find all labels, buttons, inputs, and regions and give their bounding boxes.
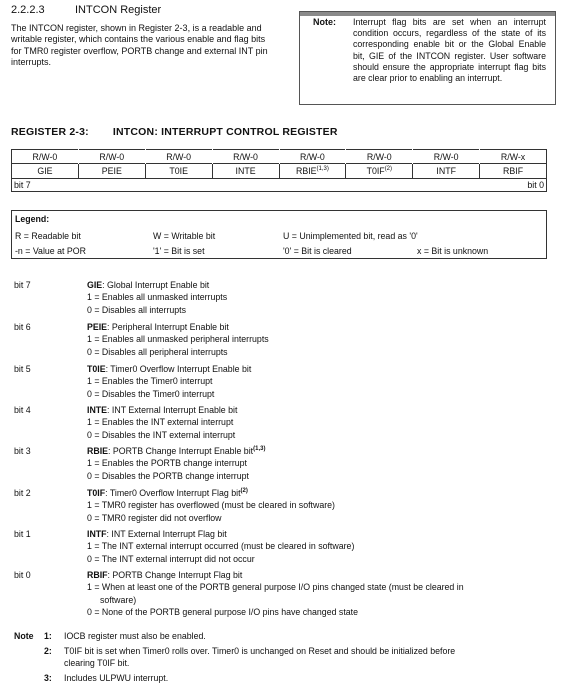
note-text-line: T0IF bit is set when Timer0 rolls over. Timer0 is unchanged on Reset and should be initialized before bbox=[64, 646, 456, 656]
desc-line: 0 = Disables the Timer0 interrupt bbox=[87, 388, 215, 399]
desc-bit-name: RBIE bbox=[87, 446, 109, 456]
bit-name: INTF bbox=[436, 166, 456, 176]
desc-bit-name: INTF bbox=[87, 529, 107, 539]
legend-item: '0' = Bit is cleared bbox=[283, 246, 352, 256]
desc-rbif bbox=[87, 569, 552, 618]
desc-bit-label: bit 7 bbox=[14, 280, 31, 290]
bit-note: (1,3) bbox=[316, 166, 329, 173]
desc-line: 0 = The INT external interrupt did not occur bbox=[87, 553, 255, 564]
register-id: REGISTER 2-3: bbox=[11, 126, 89, 138]
desc-line: 0 = None of the PORTB general purpose I/O pins have changed state bbox=[87, 606, 359, 617]
desc-bit-note: (1,3) bbox=[253, 446, 266, 453]
notes-label: Note bbox=[14, 631, 34, 641]
access-cell: R/W-0 bbox=[279, 150, 346, 164]
desc-bit-title: : INT External Interrupt Enable bit bbox=[107, 405, 238, 415]
register-name: INTCON: INTERRUPT CONTROL REGISTER bbox=[112, 126, 338, 138]
desc-bit-note: (2) bbox=[240, 488, 248, 495]
legend-title: Legend: bbox=[15, 214, 50, 224]
desc-peie bbox=[87, 321, 552, 358]
access-cell: R/W-0 bbox=[212, 150, 279, 164]
legend-item: x = Bit is unknown bbox=[417, 246, 489, 256]
note-number: 3: bbox=[44, 673, 52, 683]
desc-bit-label: bit 4 bbox=[14, 405, 31, 415]
desc-line: 1 = Enables the Timer0 interrupt bbox=[87, 376, 213, 387]
note-number: 1: bbox=[44, 631, 52, 641]
bit-name-cell bbox=[279, 164, 346, 179]
desc-line: 1 = Enables all unmasked interrupts bbox=[87, 292, 228, 303]
desc-bit-label: bit 0 bbox=[14, 570, 31, 580]
bit-name-cell bbox=[480, 164, 547, 179]
desc-gie bbox=[87, 279, 552, 316]
bit-name-cell bbox=[12, 164, 79, 179]
desc-bit-title: : Timer0 Overflow Interrupt Enable bit bbox=[105, 364, 252, 374]
access-cell: R/W-0 bbox=[12, 150, 79, 164]
bit-name-cell bbox=[78, 164, 145, 179]
access-cell: R/W-0 bbox=[346, 150, 413, 164]
desc-bit-title: : PORTB Change Interrupt Enable bit bbox=[108, 446, 254, 456]
bit-name: T0IF bbox=[366, 166, 385, 176]
bit-name: T0IE bbox=[169, 166, 188, 176]
bit-name: PEIE bbox=[101, 166, 122, 176]
desc-line: 0 = Disables all peripheral interrupts bbox=[87, 346, 228, 357]
access-cell: R/W-0 bbox=[78, 150, 145, 164]
bit-name-cell bbox=[212, 164, 279, 179]
legend-item: '1' = Bit is set bbox=[153, 246, 205, 256]
legend-item: -n = Value at POR bbox=[15, 246, 86, 256]
bit-0-label: bit 0 bbox=[527, 180, 544, 190]
bit-name: RBIF bbox=[503, 166, 524, 176]
note-text bbox=[64, 645, 544, 670]
bit-name-row bbox=[12, 164, 547, 179]
desc-bit-name: RBIF bbox=[87, 570, 108, 580]
desc-line: 1 = Enables the INT external interrupt bbox=[87, 417, 234, 428]
bit-name-cell bbox=[346, 164, 413, 179]
desc-line: 1 = Enables the PORTB change interrupt bbox=[87, 458, 247, 469]
bit-name-cell bbox=[145, 164, 212, 179]
desc-bit-label: bit 2 bbox=[14, 488, 31, 498]
desc-bit-title: : Peripheral Interrupt Enable bit bbox=[107, 322, 229, 332]
legend-box bbox=[11, 210, 547, 259]
note-number: 2: bbox=[44, 646, 52, 656]
desc-bit-name: PEIE bbox=[87, 322, 108, 332]
access-cell: R/W-0 bbox=[413, 150, 480, 164]
legend-item: R = Readable bit bbox=[15, 231, 81, 241]
legend-item: W = Writable bit bbox=[153, 231, 216, 241]
desc-bit-label: bit 6 bbox=[14, 322, 31, 332]
desc-line: software) bbox=[100, 594, 137, 605]
desc-bit-title: : Timer0 Overflow Interrupt Flag bit bbox=[105, 488, 241, 498]
note-box-label: Note: bbox=[313, 17, 336, 27]
desc-bit-title: : INT External Interrupt Flag bit bbox=[106, 529, 227, 539]
access-row bbox=[12, 150, 547, 164]
note-text: IOCB register must also be enabled. bbox=[64, 631, 206, 641]
note-text-line: clearing T0IF bit. bbox=[64, 658, 130, 669]
desc-t0ie bbox=[87, 363, 552, 400]
desc-line: 0 = Disables all interrupts bbox=[87, 304, 187, 315]
bit-position-row bbox=[12, 179, 547, 192]
desc-line: 1 = The INT external interrupt occurred (must be cleared in software) bbox=[87, 541, 355, 552]
desc-intf bbox=[87, 528, 552, 565]
desc-bit-name: GIE bbox=[87, 280, 103, 290]
bit-name: INTE bbox=[235, 166, 256, 176]
note-box bbox=[299, 11, 556, 105]
desc-line: 1 = TMR0 register has overflowed (must be cleared in software) bbox=[87, 500, 335, 511]
desc-bit-label: bit 1 bbox=[14, 529, 31, 539]
note-box-text: Interrupt flag bits are set when an interrupt condition occurs, regardless of the state of its corresponding enable bit or the Global Enable bit, GIE of the INTCON register. User software should ensure the appropriate interrupt flag bits are clear prior to enabling an interrupt. bbox=[353, 17, 546, 84]
desc-line: 1 = Enables all unmasked peripheral interrupts bbox=[87, 334, 269, 345]
desc-bit-title: : Global Interrupt Enable bit bbox=[102, 280, 210, 290]
access-cell: R/W-0 bbox=[145, 150, 212, 164]
desc-line: 1 = When at least one of the PORTB general purpose I/O pins changed state (must be cleared in bbox=[87, 582, 464, 593]
desc-inte bbox=[87, 404, 552, 441]
desc-line: 0 = Disables the INT external interrupt bbox=[87, 429, 236, 440]
register-bit-table bbox=[11, 149, 547, 192]
desc-line: 0 = TMR0 register did not overflow bbox=[87, 512, 222, 523]
desc-bit-name: T0IF bbox=[87, 488, 106, 498]
note-box-header-bar bbox=[300, 12, 555, 16]
bit-name-cell bbox=[413, 164, 480, 179]
desc-bit-title: : PORTB Change Interrupt Flag bit bbox=[107, 570, 243, 580]
note-text: Includes ULPWU interrupt. bbox=[64, 673, 169, 683]
desc-bit-name: T0IE bbox=[87, 364, 106, 374]
bit-note: (2) bbox=[384, 166, 393, 173]
access-cell: R/W-x bbox=[480, 150, 547, 164]
bit-7-label: bit 7 bbox=[14, 180, 31, 190]
desc-bit-label: bit 3 bbox=[14, 446, 31, 456]
desc-bit-label: bit 5 bbox=[14, 364, 31, 374]
desc-line: 0 = Disables the PORTB change interrupt bbox=[87, 470, 249, 481]
bit-name: GIE bbox=[37, 166, 53, 176]
desc-bit-name: INTE bbox=[87, 405, 108, 415]
register-title bbox=[11, 126, 338, 138]
desc-rbie bbox=[87, 445, 552, 482]
desc-t0if bbox=[87, 487, 552, 524]
intro-paragraph: The INTCON register, shown in Register 2-3, is a readable and writable register, which contains the various enable and flag bits for TMR0 register overflow, PORTB change and external INT pin interrupts. bbox=[11, 23, 268, 68]
section-number: 2.2.2.3 bbox=[11, 4, 45, 16]
section-title: INTCON Register bbox=[75, 4, 162, 16]
legend-item: U = Unimplemented bit, read as '0' bbox=[283, 231, 418, 241]
bit-position-cell bbox=[12, 179, 547, 192]
bit-name: RBIE bbox=[295, 166, 317, 176]
